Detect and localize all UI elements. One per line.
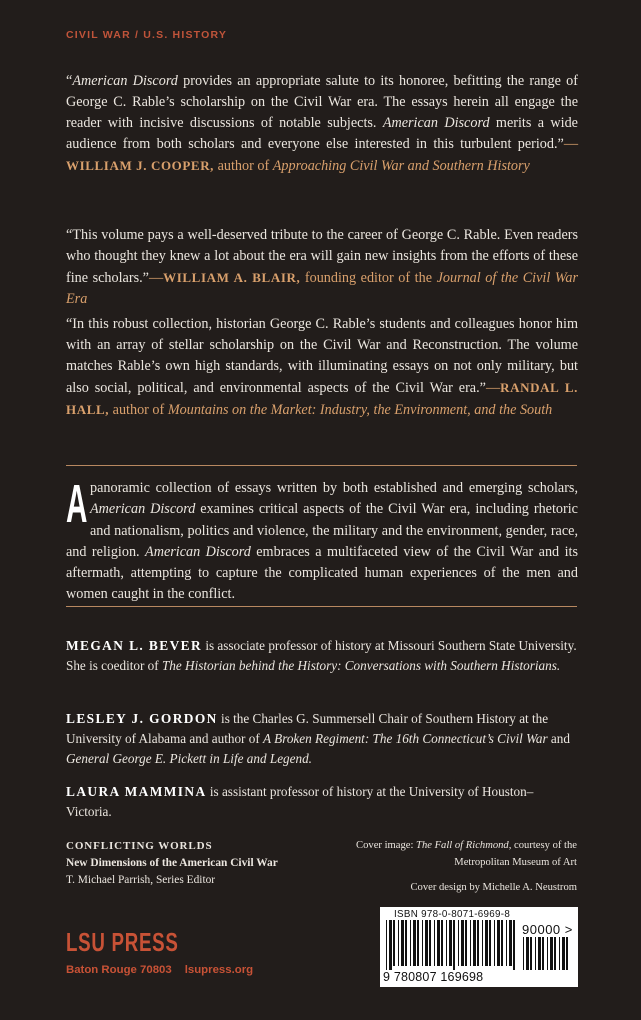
cover-image-credit <box>347 838 577 871</box>
barcode-bar <box>526 937 529 970</box>
barcode-bar <box>547 937 548 970</box>
bio-text: is associate professor of history at Missouri Southern State University. She is coeditor of <box>66 638 577 673</box>
blurb-author: WILLIAM A. BLAIR, <box>163 270 301 285</box>
category-label: CIVIL WAR / U.S. HISTORY <box>66 29 228 41</box>
barcode-bar <box>473 920 476 966</box>
barcode-bar <box>398 920 399 966</box>
dash: — <box>148 270 164 286</box>
barcode-bar <box>386 920 387 970</box>
barcode-bar <box>542 937 544 970</box>
credit-text: Cover image: <box>356 840 417 851</box>
barcode-bar <box>458 920 459 966</box>
barcode-bar <box>506 920 507 966</box>
barcode-bar <box>417 920 419 966</box>
author-affiliation: author of <box>214 158 273 174</box>
quote-text: merits a wide audience from both scholars and everyone else interested in this turbulent period.” <box>66 115 578 152</box>
price-code: 90000 > <box>522 922 573 937</box>
series-name: CONFLICTING WORLDS <box>66 840 213 852</box>
author-affiliation: founding editor of the <box>300 270 437 286</box>
blurb-author: WILLIAM J. COOPER, <box>66 158 215 173</box>
bio-name: LESLEY J. GORDON <box>66 711 218 726</box>
author-affiliation: author of <box>109 402 168 418</box>
blurb-blair <box>66 225 578 310</box>
bio-text: is assistant professor of history at the University of Houston–Victoria. <box>66 784 534 819</box>
barcode-bar <box>429 920 431 966</box>
bio-gordon <box>66 709 578 769</box>
barcode-bar <box>393 920 395 966</box>
barcode-bar <box>410 920 411 966</box>
bio-text: and <box>547 731 570 746</box>
publisher-city: Baton Rouge 70803 <box>66 964 172 976</box>
blurb-cooper <box>66 71 578 177</box>
drop-cap: A <box>66 474 88 534</box>
barcode-bar <box>437 920 440 966</box>
blurb-hall <box>66 314 578 421</box>
series-info <box>66 838 278 889</box>
book-description <box>66 474 578 606</box>
quote-text: “This volume pays a well-deserved tribute to the career of George C. Rable. Even readers who thought they knew a lot about the era will gain new insights from the efforts of these fine scholars.” <box>66 227 578 286</box>
barcode-bar <box>425 920 428 966</box>
barcode-bar <box>562 937 565 970</box>
barcode-bar <box>485 920 488 966</box>
barcode-bar <box>559 937 560 970</box>
book-title: American Discord <box>72 73 178 89</box>
barcode-bar <box>413 920 416 966</box>
isbn-barcode <box>380 907 578 987</box>
quote-text: “In this robust collection, historian George C. Rable’s students and colleagues honor him with an array of stellar scholarship on the Civil War and Reconstruction. The volume matches Rable’s own high standards, with illuminating essays on not only military, but also social, political, and environmental aspects of the Civil War era.” <box>66 316 578 396</box>
bio-name: LAURA MAMMINA <box>66 784 207 799</box>
publisher-url: lsupress.org <box>184 964 254 976</box>
barcode-bar <box>389 920 392 970</box>
barcode-bar <box>501 920 503 966</box>
author-book-title: Mountains on the Market: Industry, the Environment, and the South <box>167 402 553 418</box>
barcode-bar <box>523 937 524 970</box>
barcode-bar <box>465 920 467 966</box>
bio-book-title: The Historian behind the History: Conversations with Southern Historians. <box>161 658 561 673</box>
quote-text: provides an appropriate salute to its honoree, befitting the range of George C. Rable’s scholarship on the Civil War era. The essays herein all engage the reader with incisive discussions of notable subjects. <box>66 73 578 131</box>
barcode-bar <box>554 937 556 970</box>
barcode-bar <box>497 920 500 966</box>
publisher-address <box>66 964 253 976</box>
cover-design-credit: Cover design by Michelle A. Neustrom <box>410 882 577 893</box>
barcode-bar <box>441 920 443 966</box>
barcode-bar <box>489 920 491 966</box>
cover-credits <box>347 838 577 897</box>
barcode-bar <box>449 920 452 966</box>
description-text: examines critical aspects of the Civil War era, including rhetoric and nationalism, politics and violence, the military and the environment, gender, race, and religion. <box>66 501 578 560</box>
barcode-bar <box>461 920 464 966</box>
artwork-title: The Fall of Richmond, <box>416 840 512 851</box>
barcode-bars-main <box>386 920 518 970</box>
barcode-bar <box>538 937 541 970</box>
barcode-bar <box>513 920 515 970</box>
barcode-bar <box>550 937 553 970</box>
barcode-bar <box>535 937 536 970</box>
book-title: American Discord <box>145 543 251 560</box>
publisher-logo: LSU PRESS <box>66 927 179 957</box>
barcode-bar <box>494 920 495 966</box>
book-title: American Discord <box>90 501 196 518</box>
bio-name: MEGAN L. BEVER <box>66 638 203 653</box>
blurb-author: RANDAL L. HALL, <box>66 380 578 417</box>
barcode-bar <box>482 920 483 966</box>
divider-bottom <box>66 606 577 607</box>
barcode-bar <box>453 920 455 970</box>
book-title: American Discord <box>382 115 490 131</box>
barcode-bar <box>566 937 568 970</box>
barcode-bar <box>405 920 407 966</box>
bio-bever <box>66 636 578 676</box>
dash: — <box>563 136 578 152</box>
barcode-bar <box>470 920 471 966</box>
barcode-bar <box>446 920 447 966</box>
bio-mammina <box>66 782 578 822</box>
barcode-bar <box>530 937 532 970</box>
barcode-bar <box>477 920 479 966</box>
author-book-title: Approaching Civil War and Southern History <box>272 158 530 174</box>
dash: — <box>485 380 501 396</box>
bio-book-title: A Broken Regiment: The 16th Connecticut’s Civil War <box>263 731 548 746</box>
description-text: embraces a multifaceted view of the Civil War and its aftermath, attempting to capture the complicated human experiences of the men and women caught in the conflict. <box>66 543 578 603</box>
barcode-bar <box>509 920 512 966</box>
series-editor: T. Michael Parrish, Series Editor <box>66 874 216 886</box>
bio-text: is the Charles G. Summersell Chair of Southern History at the University of Alabama and author of <box>66 711 549 746</box>
bio-book-title: General George E. Pickett in Life and Legend. <box>66 751 312 766</box>
credit-text: courtesy of the Metropolitan Museum of Art <box>454 840 577 868</box>
description-text: panoramic collection of essays written by both established and emerging scholars, <box>90 480 578 496</box>
isbn-label: ISBN 978-0-8071-6969-8 <box>394 909 511 920</box>
author-journal-title: Journal of the Civil War Era <box>66 270 578 307</box>
barcode-bars-addon <box>523 937 571 970</box>
barcode-bar <box>422 920 423 966</box>
series-subtitle: New Dimensions of the American Civil War <box>66 857 278 869</box>
barcode-digits: 9 780807 169698 <box>383 970 484 984</box>
barcode-bar <box>434 920 435 966</box>
divider-top <box>66 465 577 466</box>
barcode-bar <box>401 920 404 966</box>
quote-open: “ <box>66 73 73 89</box>
